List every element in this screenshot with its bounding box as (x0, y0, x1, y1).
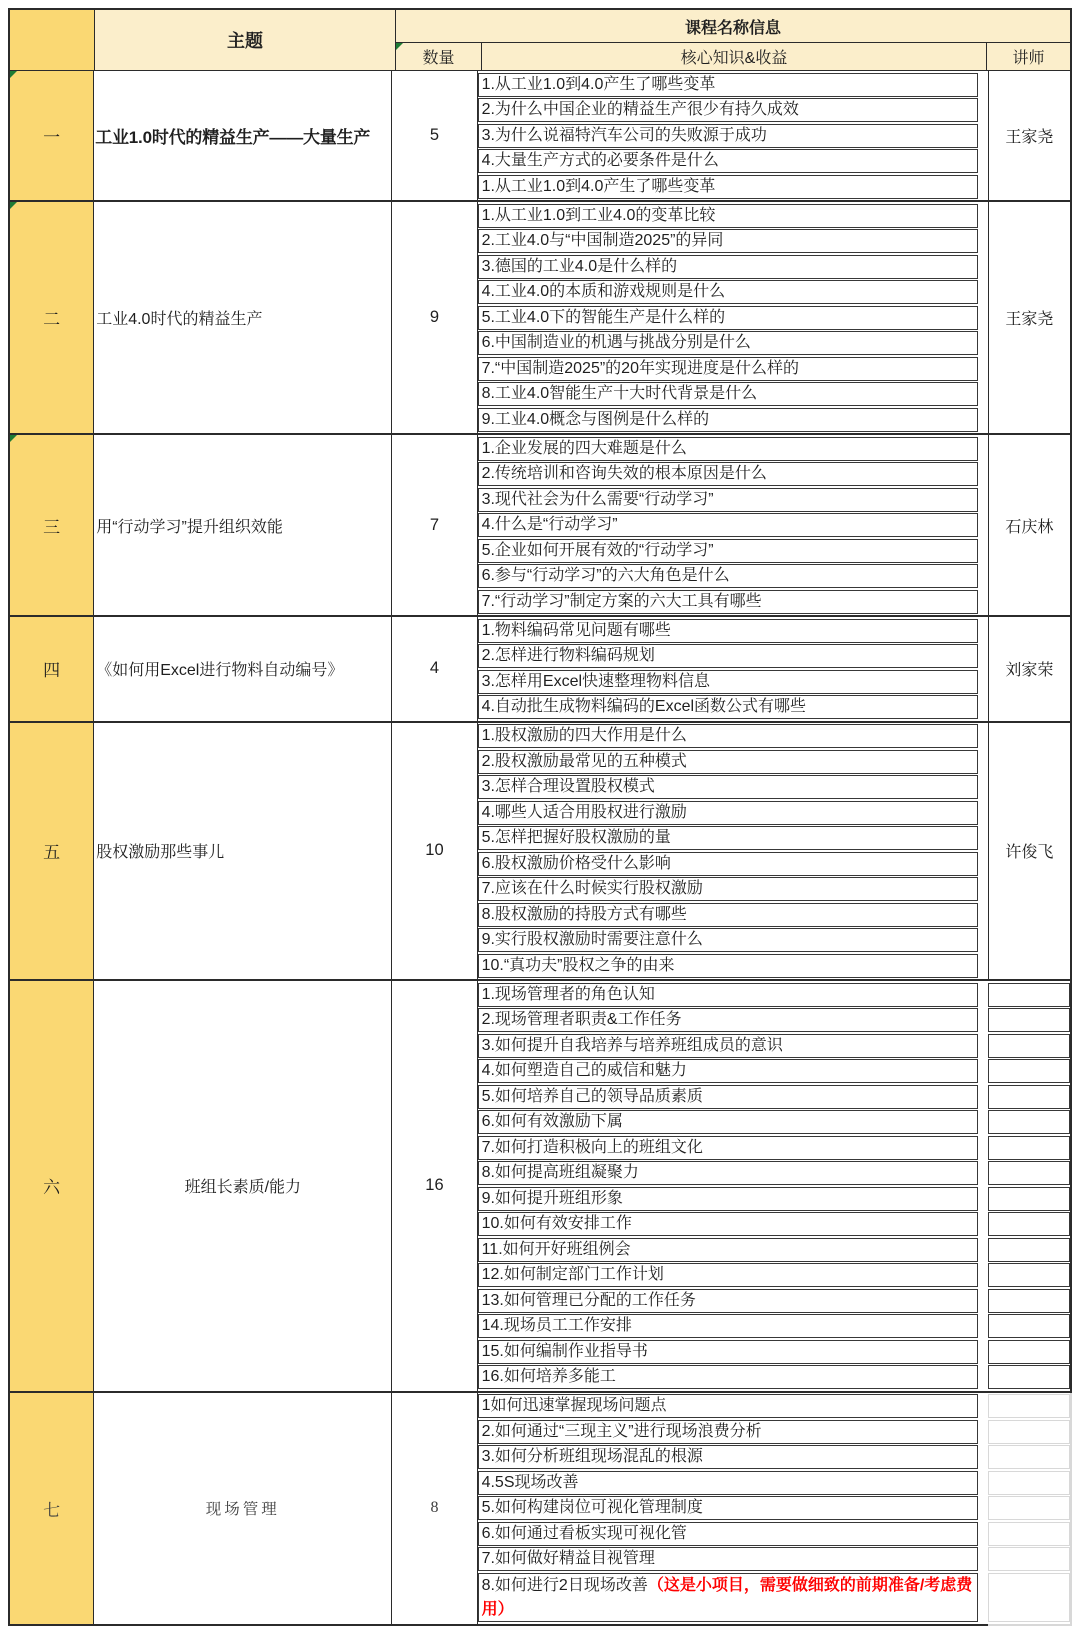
section-count: 5 (392, 71, 477, 200)
section-count: 7 (392, 435, 477, 615)
knowledge-item-text: 4.自动批生成物料编码的Excel函数公式有哪些 (481, 698, 807, 715)
knowledge-items (478, 435, 988, 615)
section-topic: 班组长素质/能力 (94, 981, 392, 1391)
lecturer-empty-cell (988, 1161, 1070, 1185)
knowledge-item-text: 9.如何提升班组形象 (481, 1189, 623, 1207)
knowledge-item (478, 1314, 978, 1338)
knowledge-item-text: 3.如何提升自我培养与培养班组成员的意识 (481, 1036, 783, 1054)
knowledge-item (478, 124, 978, 148)
knowledge-item-text: 1.从工业1.0到工业4.0的变革比较 (481, 206, 716, 224)
section-ordinal (10, 435, 94, 615)
knowledge-item (478, 280, 978, 304)
knowledge-item-text: 10.如何有效安排工作 (481, 1215, 632, 1232)
corner-cell (10, 10, 95, 71)
knowledge-item-text: 1.从工业1.0到4.0产生了哪些变革 (481, 75, 716, 93)
knowledge-item-text: 6.如何有效激励下属 (481, 1113, 623, 1130)
section-count: 10 (392, 723, 477, 980)
error-marker-icon (10, 202, 17, 209)
lecturer-empty-cell (988, 1496, 1070, 1520)
lecturer-empty-cell (988, 1238, 1070, 1262)
knowledge-item (478, 175, 978, 199)
knowledge-items (478, 981, 988, 1391)
lecturer-empty-cell (988, 1547, 1070, 1571)
knowledge-item (478, 1289, 978, 1313)
knowledge-item (478, 255, 978, 279)
knowledge-item (478, 229, 978, 253)
knowledge-item-text: 10.“真功夫”股权之争的由来 (481, 956, 675, 974)
knowledge-item (478, 564, 978, 588)
section-ordinal-label: 四 (43, 661, 61, 681)
course-section (8, 202, 1072, 435)
count-header (396, 43, 482, 70)
course-section (8, 71, 1072, 202)
knowledge-item (478, 1187, 978, 1211)
knowledge-item (478, 695, 978, 719)
knowledge-item-text: 5.工业4.0下的智能生产是什么样的 (481, 308, 726, 326)
knowledge-items (478, 617, 988, 721)
lecturer-cell (988, 202, 1070, 433)
knowledge-item-text: 1.物料编码常见问题有哪些 (481, 621, 671, 639)
knowledge-item (478, 670, 978, 694)
knowledge-item-text: 4.什么是“行动学习” (481, 516, 618, 533)
lecturer-empty-cell (988, 1059, 1070, 1083)
knowledge-item-text: 2.工业4.0与“中国制造2025”的异同 (481, 232, 724, 249)
knowledge-item-text: 8.如何进行2日现场改善 (481, 1576, 648, 1594)
knowledge-item-text: 4.大量生产方式的必要条件是什么 (481, 152, 719, 169)
section-ordinal-label: 七 (43, 1500, 61, 1520)
knowledge-item-text: 5.企业如何开展有效的“行动学习” (481, 541, 714, 559)
knowledge-item (478, 877, 978, 901)
knowledge-item (478, 852, 978, 876)
knowledge-item-text: 1.从工业1.0到4.0产生了哪些变革 (481, 177, 716, 195)
section-topic: 股权激励那些事儿 (94, 723, 392, 980)
knowledge-item-text: 5.怎样把握好股权激励的量 (481, 829, 671, 846)
knowledge-item-text: 2.为什么中国企业的精益生产很少有持久成效 (481, 101, 799, 118)
knowledge-item (478, 1008, 978, 1032)
section-count: 16 (392, 981, 477, 1391)
lecturer-name: 王家尧 (1005, 129, 1054, 146)
knowledge-item (478, 590, 978, 614)
sub-header-row (396, 43, 1070, 71)
knowledge-item (478, 1110, 978, 1134)
course-section (8, 435, 1072, 617)
lecturer-name: 许俊飞 (1005, 844, 1054, 862)
knowledge-item-text: 4.如何塑造自己的威信和魅力 (481, 1062, 687, 1079)
knowledge-item-text: 12.如何制定部门工作计划 (481, 1266, 664, 1283)
knowledge-item (478, 437, 978, 461)
lecturer-empty-cell (988, 1522, 1070, 1546)
section-ordinal-label: 一 (43, 128, 61, 147)
knowledge-item-text: 5.如何培养自己的领导品质素质 (481, 1087, 703, 1105)
knowledge-item-text: 4.工业4.0的本质和游戏规则是什么 (481, 283, 726, 300)
knowledge-item (478, 983, 978, 1007)
knowledge-item-text: 11.如何开好班组例会 (481, 1240, 631, 1258)
knowledge-item-text: 7.“中国制造2025”的20年实现进度是什么样的 (481, 359, 799, 377)
knowledge-item (478, 1522, 978, 1546)
knowledge-item-text: 14.现场员工工作安排 (481, 1317, 632, 1334)
lecturer-empty-cell (988, 1289, 1070, 1313)
knowledge-item (478, 619, 978, 643)
knowledge-item (478, 1496, 978, 1520)
section-ordinal (10, 71, 94, 200)
knowledge-item (478, 306, 978, 330)
knowledge-item (478, 1471, 978, 1495)
knowledge-item-text: 7.如何打造积极向上的班组文化 (481, 1138, 703, 1156)
knowledge-item-text: 2.股权激励最常见的五种模式 (481, 752, 687, 770)
error-marker-icon (396, 43, 403, 50)
knowledge-item (478, 724, 978, 748)
knowledge-item (478, 1263, 978, 1287)
knowledge-item-text: 3.怎样合理设置股权模式 (481, 778, 655, 795)
section-ordinal (10, 617, 94, 721)
knowledge-item-text: 1.现场管理者的角色认知 (481, 985, 655, 1003)
knowledge-item-text: 5.如何构建岗位可视化管理制度 (481, 1499, 703, 1516)
knowledge-item-text: 1如何迅速掌握现场问题点 (481, 1397, 667, 1414)
knowledge-item (478, 1340, 978, 1364)
knowledge-item (478, 488, 978, 512)
knowledge-item (478, 331, 978, 355)
knowledge-item (478, 98, 978, 122)
section-ordinal (10, 202, 94, 433)
table-header (8, 10, 1072, 71)
knowledge-item-text: 8.工业4.0智能生产十大时代背景是什么 (481, 385, 758, 402)
lecturer-empty-cell (988, 1110, 1070, 1134)
knowledge-item-text: 3.为什么说福特汽车公司的失败源于成功 (481, 126, 767, 144)
knowledge-item (478, 1394, 978, 1418)
section-count: 4 (392, 617, 477, 721)
lecturer-empty-cell (988, 1573, 1070, 1623)
knowledge-item-text: 2.怎样进行物料编码规划 (481, 647, 655, 664)
lecturer-empty-cell (988, 1263, 1070, 1287)
knowledge-item-note: （这是小项目，需要做细致的前期准备/考虑费用） (481, 1576, 973, 1618)
knowledge-item-text: 6.股权激励价格受什么影响 (481, 854, 671, 872)
knowledge-item (478, 775, 978, 799)
course-section (8, 981, 1072, 1393)
knowledge-item (478, 1085, 978, 1109)
lecturer-cells (988, 1393, 1070, 1626)
knowledge-item-text: 6.如何通过看板实现可视化管 (481, 1524, 687, 1542)
topic-header: 主题 (95, 10, 396, 71)
knowledge-item (478, 513, 978, 537)
knowledge-item (478, 1573, 978, 1623)
knowledge-item (478, 382, 978, 406)
knowledge-item-text: 9.工业4.0概念与图例是什么样的 (481, 410, 710, 428)
header-right-block (396, 10, 1070, 71)
knowledge-item (478, 149, 978, 173)
lecturer-empty-cell (988, 1420, 1070, 1444)
knowledge-item (478, 1059, 978, 1083)
lecturer-empty-cell (988, 1340, 1070, 1364)
knowledge-item (478, 750, 978, 774)
knowledge-item-text: 16.如何培养多能工 (481, 1368, 616, 1385)
lecturer-cell (988, 617, 1070, 721)
knowledge-item (478, 1365, 978, 1389)
lecturer-empty-cell (988, 1187, 1070, 1211)
lecturer-empty-cell (988, 1365, 1070, 1389)
section-topic: 《如何用Excel进行物料自动编号》 (94, 617, 392, 721)
knowledge-item (478, 903, 978, 927)
section-ordinal-label: 六 (43, 1178, 61, 1198)
knowledge-item-text: 3.如何分析班组现场混乱的根源 (481, 1448, 703, 1465)
knowledge-item-text: 8.股权激励的持股方式有哪些 (481, 905, 687, 923)
knowledge-item (478, 1034, 978, 1058)
knowledge-item-text: 6.中国制造业的机遇与挑战分别是什么 (481, 334, 751, 351)
knowledge-item (478, 1547, 978, 1571)
error-marker-icon (10, 71, 17, 78)
section-ordinal (10, 1393, 94, 1626)
course-table (8, 8, 1072, 1626)
lecturer-empty-cell (988, 1314, 1070, 1338)
knowledge-item-text: 7.如何做好精益目视管理 (481, 1550, 655, 1567)
knowledge-item (478, 357, 978, 381)
count-header-label: 数量 (422, 50, 455, 67)
knowledge-item (478, 204, 978, 228)
knowledge-header: 核心知识&收益 (482, 43, 987, 70)
lecturer-name: 刘家荣 (1005, 662, 1054, 680)
section-count: 8 (392, 1393, 477, 1626)
knowledge-item-text: 8.如何提高班组凝聚力 (481, 1164, 639, 1181)
knowledge-item (478, 73, 978, 97)
lecturer-cell (988, 71, 1070, 200)
knowledge-item-text: 6.参与“行动学习”的六大角色是什么 (481, 567, 730, 584)
lecturer-cells (988, 981, 1070, 1391)
knowledge-item-text: 7.应该在什么时候实行股权激励 (481, 880, 703, 897)
lecturer-cell (988, 723, 1070, 980)
knowledge-items (478, 71, 988, 200)
error-marker-icon (10, 435, 17, 442)
knowledge-item-text: 1.股权激励的四大作用是什么 (481, 727, 687, 744)
section-ordinal (10, 981, 94, 1391)
lecturer-name: 王家尧 (1005, 311, 1054, 328)
lecturer-name: 石庆林 (1005, 518, 1054, 536)
knowledge-item-text: 4.5S现场改善 (481, 1473, 579, 1491)
knowledge-item-text: 2.现场管理者职责&工作任务 (481, 1011, 682, 1028)
knowledge-item (478, 644, 978, 668)
section-count: 9 (392, 202, 477, 433)
knowledge-item (478, 1420, 978, 1444)
knowledge-item (478, 1136, 978, 1160)
knowledge-item (478, 539, 978, 563)
lecturer-cell (988, 435, 1070, 615)
section-topic: 现场管理 (94, 1393, 392, 1626)
knowledge-item-text: 13.如何管理已分配的工作任务 (481, 1291, 696, 1309)
section-ordinal-label: 五 (43, 843, 61, 863)
section-topic: 用“行动学习”提升组织效能 (94, 435, 392, 615)
knowledge-item-text: 4.哪些人适合用股权进行激励 (481, 803, 687, 821)
section-ordinal-label: 三 (43, 517, 61, 537)
knowledge-item-text: 9.实行股权激励时需要注意什么 (481, 931, 703, 948)
lecturer-empty-cell (988, 1136, 1070, 1160)
knowledge-item (478, 801, 978, 825)
knowledge-item (478, 1212, 978, 1236)
knowledge-item-text: 3.现代社会为什么需要“行动学习” (481, 490, 714, 508)
knowledge-items (478, 723, 988, 980)
lecturer-empty-cell (988, 1445, 1070, 1469)
course-info-header: 课程名称信息 (396, 10, 1070, 43)
section-ordinal (10, 723, 94, 980)
knowledge-item-text: 3.德国的工业4.0是什么样的 (481, 257, 678, 275)
course-section (8, 617, 1072, 723)
knowledge-item (478, 826, 978, 850)
section-topic: 工业1.0时代的精益生产——大量生产 (94, 71, 392, 200)
knowledge-item-text: 1.企业发展的四大难题是什么 (481, 439, 687, 457)
knowledge-item (478, 1445, 978, 1469)
knowledge-item (478, 1161, 978, 1185)
lecturer-empty-cell (988, 1034, 1070, 1058)
knowledge-item-text: 15.如何编制作业指导书 (481, 1342, 648, 1360)
knowledge-items (478, 1393, 988, 1626)
course-section (8, 1393, 1072, 1626)
lecturer-empty-cell (988, 1394, 1070, 1418)
knowledge-items (478, 202, 988, 433)
lecturer-empty-cell (988, 1085, 1070, 1109)
lecturer-empty-cell (988, 1471, 1070, 1495)
sections-container (8, 71, 1072, 1626)
lecturer-empty-cell (988, 983, 1070, 1007)
knowledge-item-text: 2.传统培训和咨询失效的根本原因是什么 (481, 465, 767, 482)
knowledge-item (478, 408, 978, 432)
knowledge-item (478, 1238, 978, 1262)
lecturer-empty-cell (988, 1008, 1070, 1032)
lecturer-header: 讲师 (987, 43, 1070, 70)
section-topic: 工业4.0时代的精益生产 (94, 202, 392, 433)
knowledge-item (478, 462, 978, 486)
section-ordinal-label: 二 (43, 310, 61, 329)
knowledge-item (478, 954, 978, 978)
knowledge-item (478, 928, 978, 952)
knowledge-item-text: 7.“行动学习”制定方案的六大工具有哪些 (481, 592, 762, 610)
knowledge-item-text: 2.如何通过“三现主义”进行现场浪费分析 (481, 1422, 762, 1440)
lecturer-empty-cell (988, 1212, 1070, 1236)
knowledge-item-text: 3.怎样用Excel快速整理物料信息 (481, 672, 711, 690)
course-section (8, 723, 1072, 982)
